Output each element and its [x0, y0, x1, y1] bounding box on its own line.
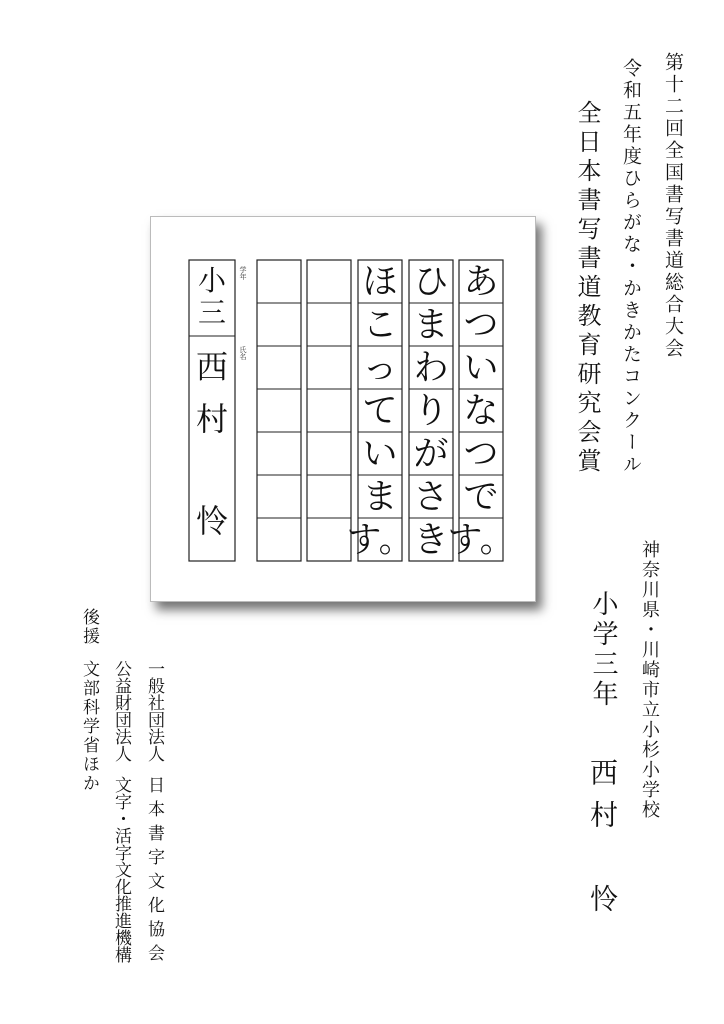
- grade-char: 三: [197, 296, 227, 329]
- handwritten-char: ひ: [413, 262, 449, 303]
- handwritten-char: っ: [362, 348, 398, 389]
- name-char: 怜: [195, 502, 229, 540]
- handwritten-char: つ: [463, 305, 499, 346]
- handwritten-char: ほ: [362, 262, 398, 303]
- handwritten-char: て: [362, 391, 398, 432]
- winner-name: 西村 怜: [586, 758, 619, 926]
- handwritten-char: す。: [447, 520, 515, 561]
- handwritten-char: な: [463, 391, 499, 432]
- blank-column: [257, 260, 301, 561]
- sponsor-2: [112, 660, 129, 963]
- handwritten-char: が: [413, 434, 449, 475]
- school-name: 神奈川県・川崎市立小杉小学校: [639, 540, 660, 820]
- grade-label: 小学三年: [588, 590, 618, 710]
- handwritten-char: き: [413, 520, 449, 561]
- award-name: 全日本書写書道教育研究会賞: [573, 100, 601, 477]
- sponsor-1-type: 一般社団法人: [144, 660, 164, 762]
- handwritten-char: つ: [463, 434, 499, 475]
- grade-field-label: 学年: [239, 266, 247, 280]
- handwritten-char: わ: [413, 348, 449, 389]
- handwritten-char: ま: [413, 305, 449, 346]
- handwritten-char: こ: [362, 305, 398, 346]
- name-char: 村: [195, 400, 229, 438]
- support-label: 後援: [79, 608, 99, 646]
- handwritten-char: い: [463, 348, 499, 389]
- handwritten-char: い: [362, 434, 398, 475]
- contest-category: 令和五年度ひらがな・かきかたコンクール: [620, 58, 642, 476]
- event-title: 第十二回全国書写書道総合大会: [662, 52, 684, 360]
- name-field-label: 氏名: [239, 346, 247, 360]
- blank-column: [307, 260, 351, 561]
- entry-sheet-frame: [150, 216, 536, 602]
- handwritten-char: り: [413, 391, 449, 432]
- sponsor-2-name: 文字・活字文化推進機構: [111, 776, 131, 963]
- sponsor-1: [145, 660, 162, 968]
- handwritten-char: さ: [413, 477, 449, 518]
- sponsor-1-name: 日本書字文化協会: [144, 776, 164, 968]
- handwritten-char: で: [463, 477, 499, 518]
- entry-sheet: [151, 217, 535, 601]
- handwritten-char: あ: [463, 262, 499, 303]
- support-name: 文部科学省ほか: [79, 660, 99, 793]
- handwritten-char: ま: [362, 477, 398, 518]
- sponsor-2-type: 公益財団法人: [111, 660, 131, 762]
- grade-char: 小: [197, 264, 227, 297]
- handwritten-char: す。: [346, 520, 414, 561]
- name-char: 西: [195, 348, 229, 386]
